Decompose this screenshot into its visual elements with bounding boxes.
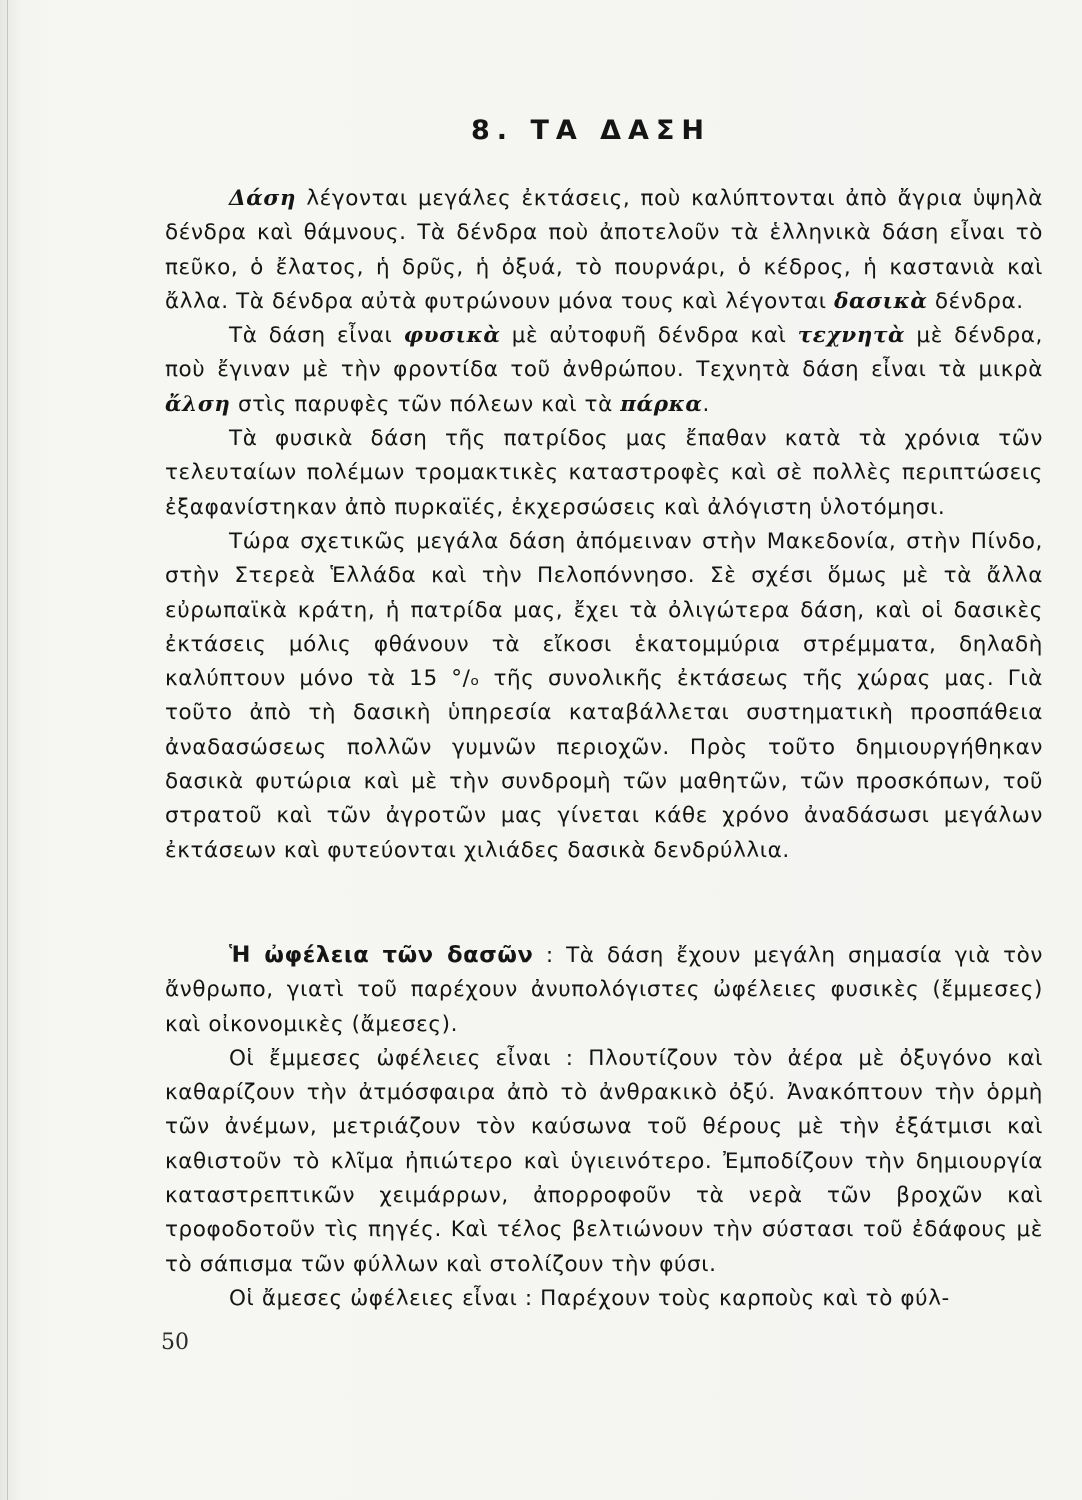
term-forests: Δάση — [229, 186, 297, 211]
paragraph-text: μὲ δένδρα, ποὺ ἔγιναν μὲ τὴν φροντίδα τοῦ ἀνθρώπου. Τεχνητὰ δάση εἶναι τὰ μικρὰ — [165, 323, 1043, 383]
paragraph-text: στὶς παρυφὲς τῶν πόλεων καὶ τὰ — [230, 391, 621, 417]
term-artificial: τεχνητὰ — [797, 323, 906, 349]
page-edge-line — [7, 0, 8, 1500]
benefits-section — [165, 938, 1043, 1316]
subheading-benefits: Ἡ ὠφέλεια τῶν δασῶν — [229, 942, 534, 968]
paragraph-text: μὲ αὐτοφυῆ δένδρα καὶ — [500, 323, 798, 349]
paragraph-indirect-benefits: Οἱ ἔμμεσες ὠφέλειες εἶναι : Πλουτίζουν τὸν ἀέρα μὲ ὀξυγόνο καὶ καθαρίζουν τὴν ἀτμόσφαιρα ἀπὸ τὸ ἀνθρακικὸ ὀξύ. Ἀνακόπτουν τὴν ὁρμὴ τῶν ἀνέμων, μετριάζουν τὸν καύσωνα τοῦ θέρους μὲ τὴν ἐξάτμισι καὶ καθιστοῦν τὸ κλῖμα ἠπιώτερο καὶ ὑγιεινότερο. Ἐμποδίζουν τὴν δημιουργία καταστρεπτικῶν χειμάρρων, ἀπορροφοῦν τὰ νερὰ τῶν βροχῶν καὶ τροφοδοτοῦν τὶς πηγές. Καὶ τέλος βελτιώνουν τὴν σύστασι τοῦ ἐδάφους μὲ τὸ σάπισμα τῶν φύλλων καὶ στολίζουν τὴν φύσι. — [165, 1045, 1043, 1277]
chapter-title: 8. ΤΑ ΔΑΣΗ — [471, 115, 711, 146]
paragraph-text: Τὰ δάση εἶναι — [229, 323, 404, 349]
term-groves: ἄλση — [165, 391, 231, 417]
paragraph-benefits-intro — [165, 938, 1043, 1042]
paragraph-destruction: Τὰ φυσικὰ δάση τῆς πατρίδος μας ἔπαθαν κατὰ τὰ χρόνια τῶν τελευταίων πολέμων τρομακτικὲς καταστροφὲς καὶ σὲ πολλὲς περιπτώσεις ἐξαφανίστηκαν ἀπὸ πυρκαϊές, ἐκχερσώσεις καὶ ἀλόγιστη ὑλοτόμησι. — [165, 426, 1043, 520]
paragraph-text: : Τὰ δάση ἔχουν μεγάλη σημασία γιὰ τὸν ἄνθρωπο, γιατὶ τοῦ παρέχουν ἀνυπολόγιστες ὠφέλειες φυσικὲς (ἔμμεσες) καὶ οἰκονομικὲς (ἄμεσες). — [165, 943, 1044, 1037]
paragraph-reforestation: Τώρα σχετικῶς μεγάλα δάση ἀπόμειναν στὴν Μακεδονία, στὴν Πίνδο, στὴν Στερεὰ Ἑλλάδα καὶ τὴν Πελοπόννησο. Σὲ σχέσι ὅμως μὲ τὰ ἄλλα εὐρωπαϊκὰ κράτη, ἡ πατρίδα μας, ἔχει τὰ ὀλιγώτερα δάση, καὶ οἱ δασικὲς ἐκτάσεις μόλις φθάνουν τὰ εἴκοσι ἑκατομμύρια στρέμματα, δηλαδὴ καλύπτουν μόνο τὰ 15 °/ₒ τῆς συνολικῆς ἐκτάσεως τῆς χώρας μας. Γιὰ τοῦτο ἀπὸ τὴ δασικὴ ὑπηρεσία καταβάλλεται συστηματικὴ προσπάθεια ἀναδασώσεως πολλῶν γυμνῶν περιοχῶν. Πρὸς τοῦτο δημιουργήθηκαν δασικὰ φυτώρια καὶ μὲ τὴν συνδρομὴ τῶν μαθητῶν, τῶν προσκόπων, τοῦ στρατοῦ καὶ τῶν ἀγροτῶν μας γίνεται κάθε χρόνο ἀναδάσωσι μεγάλων ἐκτάσεων καὶ φυτεύονται χιλιάδες δασικὰ δενδρύλλια. — [165, 528, 1043, 863]
paragraph-definition — [165, 182, 1043, 319]
paragraph-direct-benefits: Οἱ ἄμεσες ὠφέλειες εἶναι : Παρέχουν τοὺς καρποὺς καὶ τὸ φύλ- — [229, 1285, 950, 1311]
term-forest-trees: δασικὰ — [834, 288, 928, 314]
paragraph-text: δένδρα. — [927, 288, 1024, 314]
page-number: 50 — [161, 1330, 189, 1355]
term-natural: φυσικὰ — [403, 323, 501, 349]
paragraph-text: . — [702, 391, 710, 417]
paragraph-natural-artificial — [165, 319, 1043, 422]
paragraph-text: λέγονται μεγάλες ἐκτάσεις, ποὺ καλύπτονται ἀπὸ ἄγρια ὑψηλὰ δένδρα καὶ θάμνους. Τὰ δένδρα ποὺ ἀποτελοῦν τὰ ἑλληνικὰ δάση εἶναι τὸ πεῦκο, ὁ ἔλατος, ἡ δρῦς, ἡ ὀξυά, τὸ πουρνάρι, ὁ κέδρος, ἡ καστανιὰ καὶ ἄλλα. Τὰ δένδρα αὐτὰ φυτρώνουν μόνα τους καὶ λέγονται — [165, 186, 1043, 314]
term-parks: πάρκα — [620, 391, 703, 417]
forests-section — [165, 182, 1043, 868]
